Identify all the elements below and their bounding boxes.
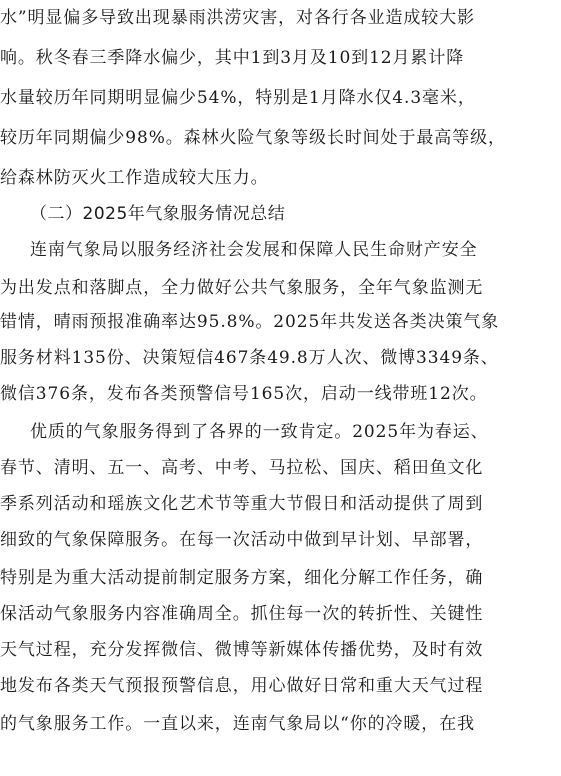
- paragraph-3-line-7: 天气过程，充分发挥微信、微博等新媒体传播优势，及时有效: [0, 640, 484, 660]
- paragraph-1-line-1: 水”明显偏多导致出现暴雨洪涝灾害，对各行各业造成较大影: [0, 8, 475, 28]
- paragraph-1-line-3: 水量较历年同期明显偏少54%，特别是1月降水仅4.3毫米，: [0, 88, 476, 108]
- paragraph-3-line-4: 细致的气象保障服务。在每一次活动中做到早计划、早部署，: [0, 530, 484, 550]
- paragraph-3-line-5: 特别是为重大活动提前制定服务方案，细化分解工作任务，确: [0, 568, 484, 588]
- paragraph-3-line-1: 优质的气象服务得到了各界的一致肯定。2025年为春运、: [30, 422, 489, 442]
- paragraph-3-line-2: 春节、清明、五一、高考、中考、马拉松、国庆、稻田鱼文化: [0, 458, 484, 478]
- paragraph-2-line-2: 为出发点和落脚点，全力做好公共气象服务，全年气象监测无: [0, 278, 484, 298]
- paragraph-3-line-3: 季系列活动和瑶族文化艺术节等重大节假日和活动提供了周到: [0, 494, 484, 514]
- paragraph-2-line-1: 连南气象局以服务经济社会发展和保障人民生命财产安全: [30, 240, 478, 260]
- paragraph-2-line-3: 错情，晴雨预报准确率达95.8%。2025年共发送各类决策气象: [0, 312, 500, 332]
- paragraph-1-line-2: 响。秋冬春三季降水偏少，其中1到3月及10到12月累计降: [0, 48, 465, 68]
- paragraph-1-line-4: 较历年同期偏少98%。森林火险气象等级长时间处于最高等级，: [0, 128, 506, 148]
- paragraph-3-line-6: 保活动气象服务内容准确周全。抓住每一次的转折性、关键性: [0, 604, 484, 624]
- paragraph-1-line-5: 给森林防灭火工作造成较大压力。: [0, 168, 269, 188]
- paragraph-2-line-5: 微信376条，发布各类预警信号165次，启动一线带班12次。: [0, 384, 488, 404]
- section-heading: （二）2025年气象服务情况总结: [30, 204, 286, 224]
- paragraph-2-line-4: 服务材料135份、决策短信467条49.8万人次、微博3349条、: [0, 348, 499, 368]
- paragraph-3-line-8: 地发布各类天气预报预警信息，用心做好日常和重大天气过程: [0, 676, 484, 696]
- paragraph-3-line-9: 的气象服务工作。一直以来，连南气象局以“你的冷暖，在我: [0, 714, 475, 734]
